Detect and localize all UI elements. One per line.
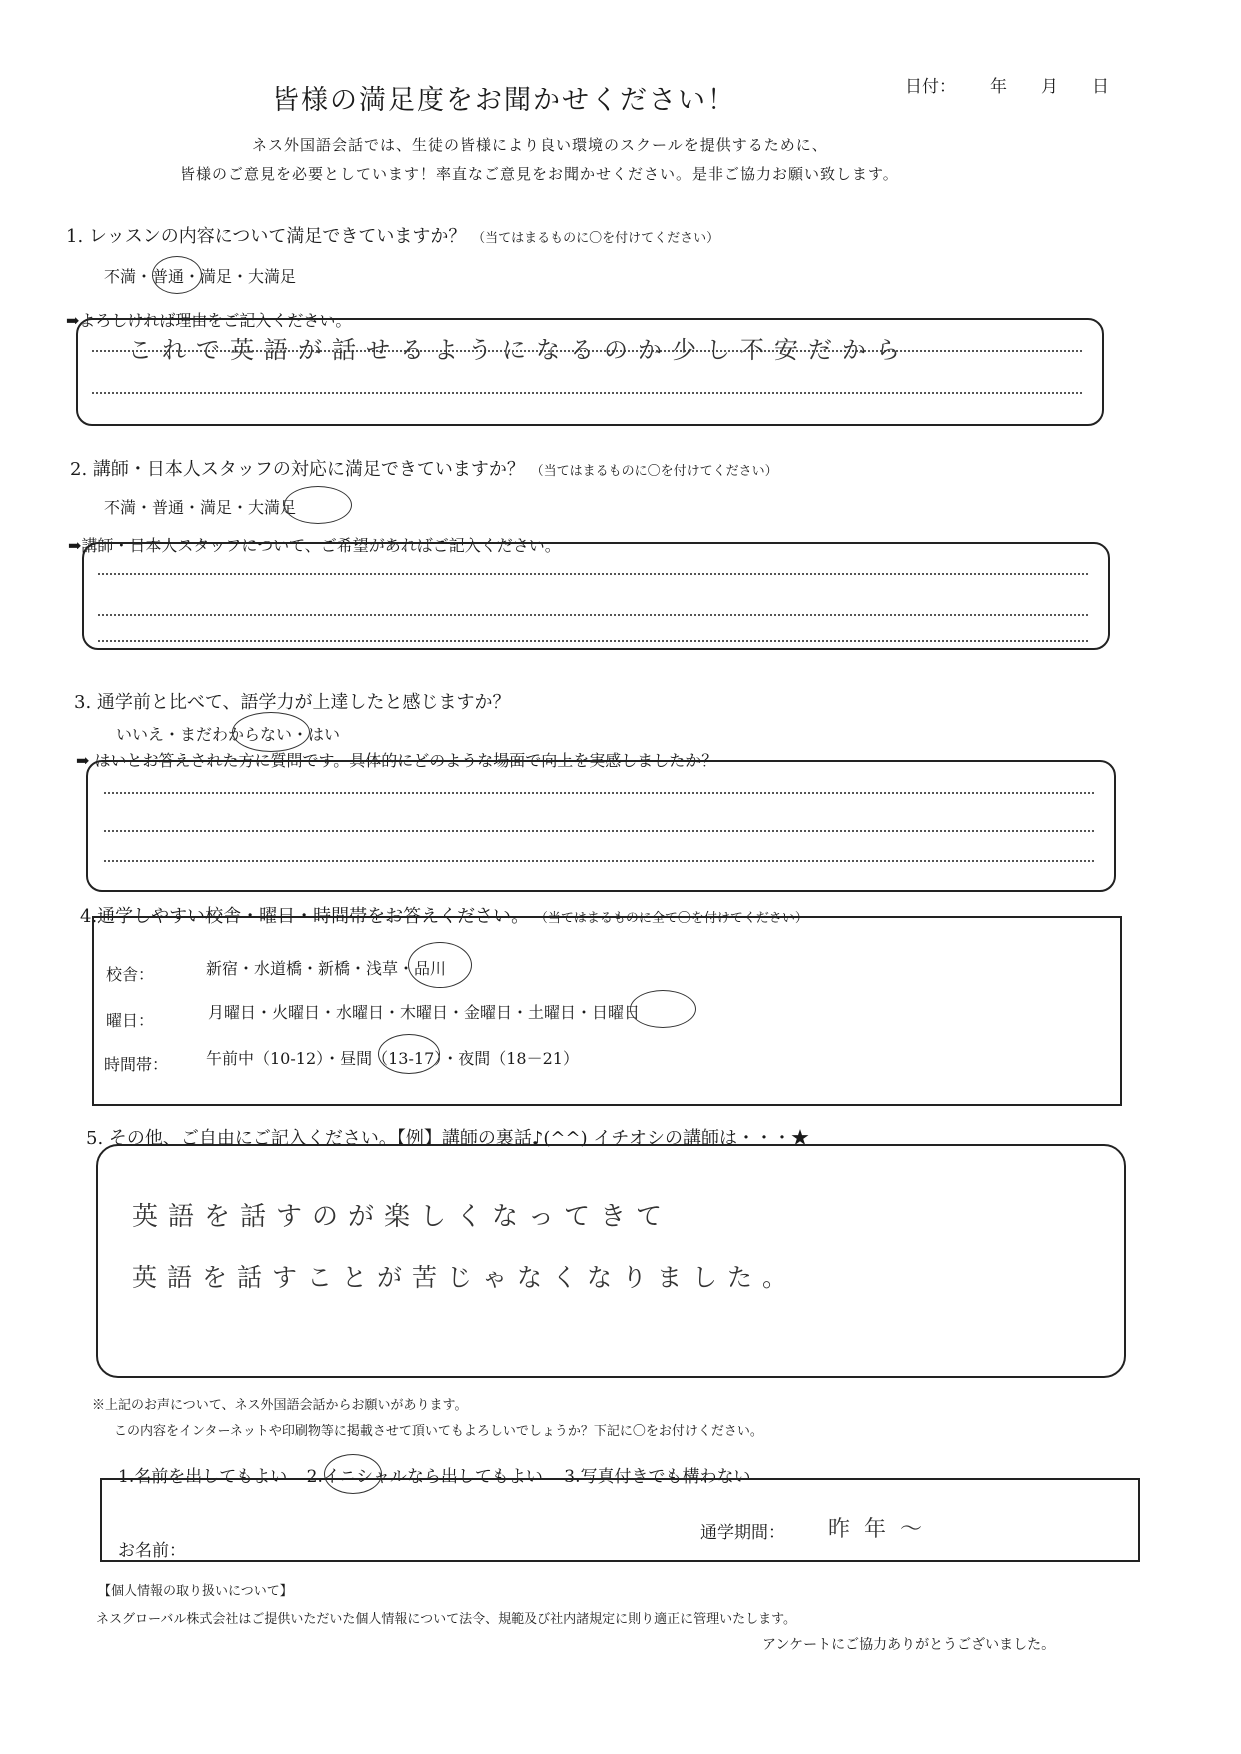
- q2-dotted-line-1: [98, 573, 1088, 575]
- q2-options: 不満・普通・満足・大満足: [104, 498, 297, 517]
- q2-answer-box[interactable]: [82, 542, 1110, 650]
- q5-answer-line-2: 英語を話すことが苦じゃなくなりました。: [132, 1263, 798, 1292]
- q4-hint: （当てはまるものに全て〇を付けてください）: [534, 911, 808, 926]
- consent-option-2[interactable]: 2.イニシャルなら出してもよい: [306, 1467, 543, 1487]
- q5-question: 5. その他、ご自由にご記入ください。【例】講師の裏話♪(^^) イチオシの講師は・・・★: [86, 1128, 809, 1149]
- q1-dotted-line-2: [92, 392, 1082, 394]
- q1-prompt: ➡よろしければ理由をご記入ください。: [66, 311, 352, 330]
- intro-line-1: ネス外国語会話では、生徒の皆様により良い環境のスクールを提供するために、: [252, 136, 828, 154]
- name-box: [100, 1478, 1140, 1562]
- q2-selection-circle: [284, 486, 352, 524]
- privacy-title: 【個人情報の取り扱いについて】: [98, 1584, 293, 1599]
- name-label: お名前：: [118, 1541, 186, 1561]
- q3-answer-box[interactable]: [86, 760, 1116, 892]
- q4-day-options: 月曜日・火曜日・水曜日・木曜日・金曜日・土曜日・日曜日: [208, 1003, 641, 1022]
- q2-question: 2. 講師・日本人スタッフの対応に満足できていますか？ （当てはまるものに〇を付けてください）: [70, 459, 778, 480]
- q4-time-options: 午前中（10-12）・昼間（13-17）・夜間（18－21）: [206, 1049, 579, 1068]
- q4-question: 4.通学しやすい校舎・曜日・時間帯をお答えください。 （当てはまるものに全て〇を付けてください）: [80, 906, 808, 927]
- consent-question: この内容をインターネットや印刷物等に掲載させて頂いてもよろしいでしょうか？下記に〇をお付けください。: [114, 1424, 763, 1439]
- consent-option-1[interactable]: 1.名前を出してもよい: [118, 1467, 288, 1487]
- date-label: 日付：: [905, 77, 956, 97]
- q3-dotted-line-3: [104, 860, 1094, 862]
- date-day: 日: [1092, 77, 1109, 97]
- q2-hint: （当てはまるものに〇を付けてください）: [530, 464, 778, 479]
- consent-option-3[interactable]: 3.写真付きでも構わない: [564, 1467, 751, 1487]
- q4-day-selection-circle: [630, 990, 696, 1028]
- q1-hint: （当てはまるものに〇を付けてください）: [472, 231, 720, 246]
- period-label: 通学期間：: [700, 1523, 785, 1543]
- date-field: [905, 72, 1143, 97]
- q2-dotted-line-3: [98, 640, 1088, 642]
- q2-prompt: ➡講師・日本人スタッフについて、ご希望があればご記入ください。: [68, 536, 561, 555]
- q3-question: 3. 通学前と比べて、語学力が上達したと感じますか？: [74, 692, 511, 713]
- q1-selection-circle: [152, 256, 202, 294]
- q4-school-label: 校舎：: [106, 965, 155, 984]
- q1-question: 1. レッスンの内容について満足できていますか？ （当てはまるものに〇を付けてください）: [66, 226, 720, 247]
- q3-dotted-line-1: [104, 792, 1094, 794]
- q4-time-selection-circle: [378, 1034, 440, 1074]
- period-value: 昨年〜: [828, 1517, 937, 1542]
- thanks-message: アンケートにご協力ありがとうございました。: [762, 1637, 1056, 1653]
- q4-time-label: 時間帯：: [104, 1055, 169, 1074]
- q3-dotted-line-2: [104, 830, 1094, 832]
- q3-prompt: ➡ はいとお答えされた方に質問です。具体的にどのような場面で向上を実感しましたか？: [76, 751, 718, 770]
- q3-options: いいえ・まだわからない・はい: [116, 725, 341, 744]
- privacy-text: ネスグローバル株式会社はご提供いただいた個人情報について法令、規範及び社内諸規定に則り適正に管理いたします。: [96, 1612, 797, 1627]
- q5-answer-line-1: 英語を話すのが楽しくなってきて: [132, 1202, 673, 1232]
- date-month: 月: [1041, 77, 1058, 97]
- date-year: 年: [990, 77, 1007, 97]
- consent-note: ※上記のお声について、ネス外国語会話からお願いがあります。: [92, 1398, 468, 1413]
- q4-school-options: 新宿・水道橋・新橋・浅草・品川: [206, 959, 447, 978]
- q2-dotted-line-2: [98, 614, 1088, 616]
- page-title: 皆様の満足度をお聞かせください！: [272, 85, 736, 116]
- q4-school-selection-circle: [408, 942, 472, 988]
- q4-day-label: 曜日：: [106, 1011, 155, 1030]
- q1-handwritten-answer: これで英語が話せるようになるのか少し不安だから: [128, 336, 910, 364]
- intro-line-2: 皆様のご意見を必要としています！率直なご意見をお聞かせください。是非ご協力お願い致します。: [180, 165, 899, 183]
- q3-selection-circle: [232, 712, 310, 752]
- q1-options: 不満・普通・満足・大満足: [104, 267, 297, 286]
